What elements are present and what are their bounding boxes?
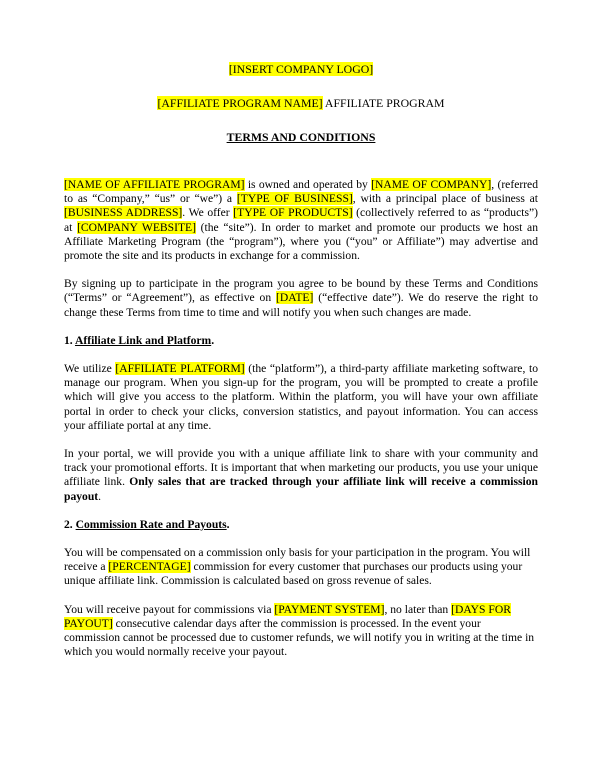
- s1p1-text-2: (the “platform”), a third-party affiliate marketing software, to manage our program. When you sign-up for the program, you will be prompted to create a profile which will give you access to the platform. Within the platform, you will have your own affiliate portal in order to check your clicks, conversion statistics, and payout information. You can access your affiliate portal at any time.: [64, 362, 538, 432]
- section-1-title-period: .: [211, 333, 215, 347]
- top-margin-spacer: [64, 0, 538, 62]
- product-type-placeholder: [TYPE OF PRODUCTS]: [233, 206, 353, 220]
- section-1-number: 1.: [64, 333, 73, 347]
- days-for-payout-placeholder: [DAYS FOR PAYOUT]: [64, 602, 511, 630]
- affiliate-program-name-inline-placeholder: [NAME OF AFFILIATE PROGRAM]: [64, 178, 245, 191]
- section-1-title: Affiliate Link and Platform: [74, 333, 212, 347]
- payment-system-placeholder: [PAYMENT SYSTEM]: [274, 602, 385, 616]
- business-address-placeholder: [BUSINESS ADDRESS]: [64, 206, 183, 220]
- s1p2-text-1: In your portal, we will provide you with a unique affiliate link to share with your community and track your promotional efforts. It is important that when marketing our products, you use your unique affiliate link.: [64, 447, 538, 489]
- affiliate-program-title-suffix: AFFILIATE PROGRAM: [322, 96, 445, 110]
- section-2-title: Commission Rate and Payouts: [75, 517, 227, 531]
- section-2-paragraph-1: [64, 546, 538, 589]
- effective-date-placeholder: [DATE]: [276, 291, 314, 305]
- agreement-paragraph: [64, 277, 538, 320]
- section-1-heading: [64, 334, 538, 348]
- percentage-placeholder: [PERCENTAGE]: [108, 560, 191, 574]
- business-type-placeholder: [TYPE OF BUSINESS]: [236, 192, 353, 206]
- company-website-placeholder: [COMPANY WEBSITE]: [77, 220, 196, 234]
- section-1-paragraph-1: [64, 362, 538, 433]
- program-title-line: [64, 96, 538, 110]
- s1p2-text-2: .: [98, 489, 102, 503]
- company-logo-placeholder: [INSERT COMPANY LOGO]: [228, 62, 374, 76]
- agreement-text-1: By signing up to participate in the program you agree to be bound by these Terms and Conditions (“Terms” or “Agreement”), as effective on: [64, 277, 538, 305]
- intro-paragraph: [64, 178, 538, 263]
- s2p1-text-2: commission for every customer that purchases our products using your unique affiliate link. Commission is calculated based on gross revenue of sales.: [64, 560, 523, 588]
- intro-text-4: . We offer: [182, 206, 234, 220]
- section-2-paragraph-2: [64, 603, 538, 660]
- s2p2-text-2: , no later than: [384, 602, 452, 616]
- s2p2-text-1: You will receive payout for commissions via: [64, 602, 275, 616]
- intro-text-2: , (referred to as “Company,” “us” or “we”) a: [64, 178, 538, 206]
- section-2-title-period: .: [226, 517, 230, 531]
- section-1-paragraph-2: [64, 447, 538, 504]
- spacer-after-logo: [64, 76, 538, 96]
- s2p2-text-3: consecutive calendar days after the commission is processed. In the event your commission cannot be processed due to customer refunds, we will notify you in writing at the time in which you would normally receive your payout.: [64, 616, 535, 659]
- agreement-text-2: (“effective date”). We do reserve the right to change these Terms from time to time and will notify you when such changes are made.: [64, 291, 538, 319]
- company-logo-placeholder-line: [64, 62, 538, 76]
- intro-text-1: is owned and operated by: [244, 178, 372, 191]
- affiliate-platform-placeholder: [AFFILIATE PLATFORM]: [115, 362, 245, 376]
- affiliate-program-name-placeholder: [AFFILIATE PROGRAM NAME]: [157, 96, 323, 110]
- section-2-number: 2.: [64, 517, 73, 531]
- page-title: [64, 130, 538, 144]
- company-name-placeholder: [NAME OF COMPANY]: [371, 178, 492, 191]
- page-title-text: TERMS AND CONDITIONS: [226, 130, 376, 144]
- document-body: [64, 0, 538, 659]
- s1p2-bold-emphasis: Only sales that are tracked through your affiliate link will receive a commission payout: [64, 475, 538, 503]
- intro-text-6: (the “site”). In order to market and promote our products we host an Affiliate Marketing Program (the “program”), where you (“you” or Affiliate”) may advertise and promote the site and its products in exchange for a commission.: [64, 220, 538, 263]
- s2p1-text-1: You will be compensated on a commission only basis for your participation in the program. You will receive a: [64, 546, 531, 574]
- section-2-heading: [64, 518, 538, 532]
- s1p1-text-1: We utilize: [64, 362, 116, 376]
- spacer-after-program-title: [64, 110, 538, 130]
- intro-text-3: , with a principal place of business at: [352, 192, 538, 206]
- spacer-after-main-heading: [64, 144, 538, 178]
- intro-text-5: (collectively referred to as “products”) at: [64, 206, 538, 234]
